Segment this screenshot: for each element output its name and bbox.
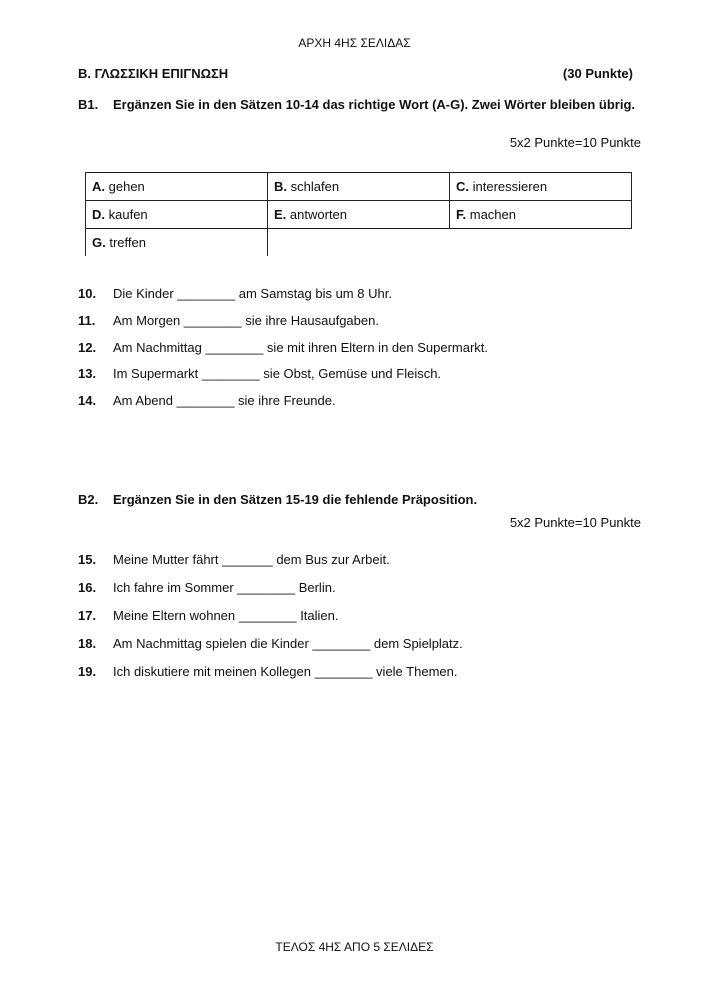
word-cell-g: G. treffen bbox=[86, 229, 268, 257]
task-b1-number: B1. bbox=[78, 97, 99, 112]
exercise-item: 12. Am Nachmittag ________ sie mit ihren Eltern in den Supermarkt. bbox=[78, 340, 489, 355]
word-cell-b: B. schlafen bbox=[268, 173, 450, 201]
exercise-item: 10. Die Kinder ________ am Samstag bis um 8 Uhr. bbox=[78, 286, 392, 301]
page-footer: ΤΕΛΟΣ 4ΗΣ ΑΠΟ 5 ΣΕΛΙΔΕΣ bbox=[275, 940, 434, 954]
exercise-item: 19. Ich diskutiere mit meinen Kollegen ________ viele Themen. bbox=[78, 664, 458, 679]
word-cell-empty bbox=[268, 229, 632, 257]
word-cell-e: E. antworten bbox=[268, 201, 450, 229]
section-points: (30 Punkte) bbox=[562, 66, 633, 81]
task-b2-number: B2. bbox=[78, 492, 99, 507]
exercise-item: 18. Am Nachmittag spielen die Kinder ________ dem Spielplatz. bbox=[78, 636, 463, 651]
task-b2-instruction: Ergänzen Sie in den Sätzen 15-19 die fehlende Präposition. bbox=[113, 492, 478, 507]
task-b2-score: 5x2 Punkte=10 Punkte bbox=[509, 515, 641, 530]
exercise-item: 11. Am Morgen ________ sie ihre Hausaufgaben. bbox=[78, 313, 379, 328]
word-cell-f: F. machen bbox=[450, 201, 632, 229]
word-bank-table bbox=[85, 172, 632, 256]
page-header: ΑΡΧΗ 4ΗΣ ΣΕΛΙΔΑΣ bbox=[298, 36, 411, 50]
exercise-item: 15. Meine Mutter fährt _______ dem Bus zur Arbeit. bbox=[78, 552, 390, 567]
exercise-item: 13. Im Supermarkt ________ sie Obst, Gemüse und Fleisch. bbox=[78, 366, 442, 381]
word-cell-a: A. gehen bbox=[86, 173, 268, 201]
task-b1-score: 5x2 Punkte=10 Punkte bbox=[509, 135, 641, 150]
task-b1-instruction: Ergänzen Sie in den Sätzen 10-14 das richtige Wort (A-G). Zwei Wörter bleiben übrig. bbox=[113, 97, 636, 112]
exercise-item: 17. Meine Eltern wohnen ________ Italien. bbox=[78, 608, 339, 623]
exercise-item: 16. Ich fahre im Sommer ________ Berlin. bbox=[78, 580, 336, 595]
exercise-item: 14. Am Abend ________ sie ihre Freunde. bbox=[78, 393, 336, 408]
word-cell-c: C. interessieren bbox=[450, 173, 632, 201]
section-title: B. ΓΛΩΣΣΙΚΗ ΕΠΙΓΝΩΣΗ bbox=[78, 66, 229, 81]
word-cell-d: D. kaufen bbox=[86, 201, 268, 229]
